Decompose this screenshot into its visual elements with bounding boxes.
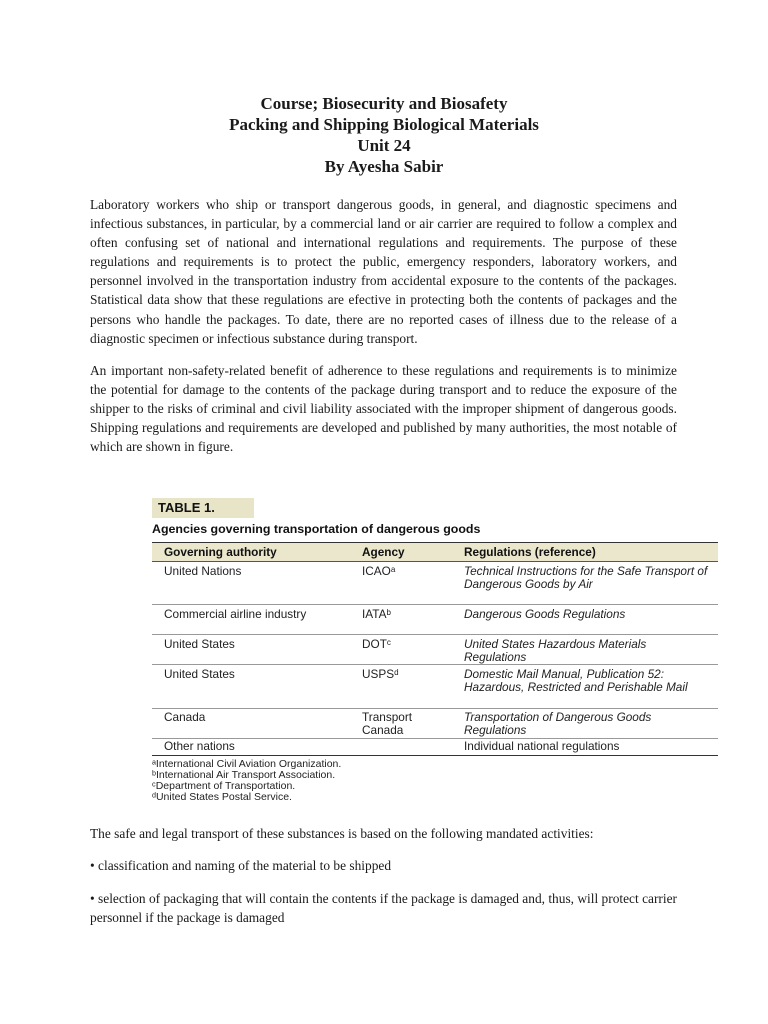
table-cell: ICAOᵃ [362,564,396,578]
header-governing-authority: Governing authority [164,545,277,559]
table-cell: Canada [164,710,206,724]
table-cell: USPSᵈ [362,667,399,681]
table-cell: Transport Canada [362,710,413,737]
row-divider [152,738,718,739]
table-header-row [152,542,718,562]
course-title: Course; Biosecurity and Biosafety [260,94,508,113]
table-cell: Other nations [164,739,235,753]
table-cell: United Nations [164,564,242,578]
table-cell: United States [164,637,235,651]
header-regulations: Regulations (reference) [464,545,596,559]
row-divider [152,664,718,665]
header-agency: Agency [362,545,405,559]
row-divider [152,634,718,635]
bullet-classification: • classification and naming of the material to be shipped [90,858,392,873]
table-footnote: ᵈUnited States Postal Service. [152,791,292,803]
row-divider [152,708,718,709]
table-cell: Individual national regulations [464,739,620,753]
table-footnote: ᶜDepartment of Transportation. [152,780,296,792]
table-label: TABLE 1. [152,498,254,518]
table-footnote: ᵃInternational Civil Aviation Organization. [152,758,342,770]
topic-title: Packing and Shipping Biological Materials [229,115,539,134]
benefit-paragraph: An important non-safety-related benefit of adherence to these regulations and requirements is to minimize the potential for damage to the contents of the package during transport and to reduce the exposure of the shipper to the risks of criminal and civil liability associated with the improper shipment of dangerous goods. Shipping regulations and requirements are developed and published by many authorities, the most notable of which are shown in figure. [90,363,677,455]
unit-number: Unit 24 [357,136,411,155]
agencies-table-figure [150,498,720,808]
table-cell: Domestic Mail Manual, Publication 52: Hazardous, Restricted and Perishable Mail [464,667,688,694]
table-cell: United States [164,667,235,681]
table-cell: Commercial airline industry [164,607,307,621]
bullet-packaging: • selection of packaging that will contain the contents if the package is damaged and, thus, will protect carrier personnel if the package is damaged [90,891,677,926]
intro-paragraph: Laboratory workers who ship or transport dangerous goods, in general, and diagnostic specimens and infectious substances, in particular, by a commercial land or air carrier are required to follow a complex and often confusing set of national and international regulations and requirements. The purpose of these regulations and requirements is to protect the public, emergency responders, laboratory workers, and personnel involved in the transportation industry from accidental exposure to the contents of the packages. Statistical data show that these regulations are efective in protecting both the contents of packages and the persons who handle the packages. To date, there are no reported cases of illness due to the release of a diagnostic specimen or infectious substance during transport. [90,197,677,346]
table-caption: Agencies governing transportation of dangerous goods [152,522,481,536]
table-cell: Dangerous Goods Regulations [464,607,626,621]
document-title-block [0,93,768,177]
table-cell: IATAᵇ [362,607,391,621]
table-cell: United States Hazardous Materials Regulations [464,637,647,664]
activities-intro: The safe and legal transport of these substances is based on the following mandated activities: [90,826,594,841]
table-bottom-rule [152,755,718,756]
table-cell: Transportation of Dangerous Goods Regulations [464,710,652,737]
table-footnote: ᵇInternational Air Transport Association. [152,769,336,781]
table-cell: DOTᶜ [362,637,392,651]
table-cell: Technical Instructions for the Safe Transport of Dangerous Goods by Air [464,564,708,591]
author-line: By Ayesha Sabir [324,157,444,176]
row-divider [152,604,718,605]
